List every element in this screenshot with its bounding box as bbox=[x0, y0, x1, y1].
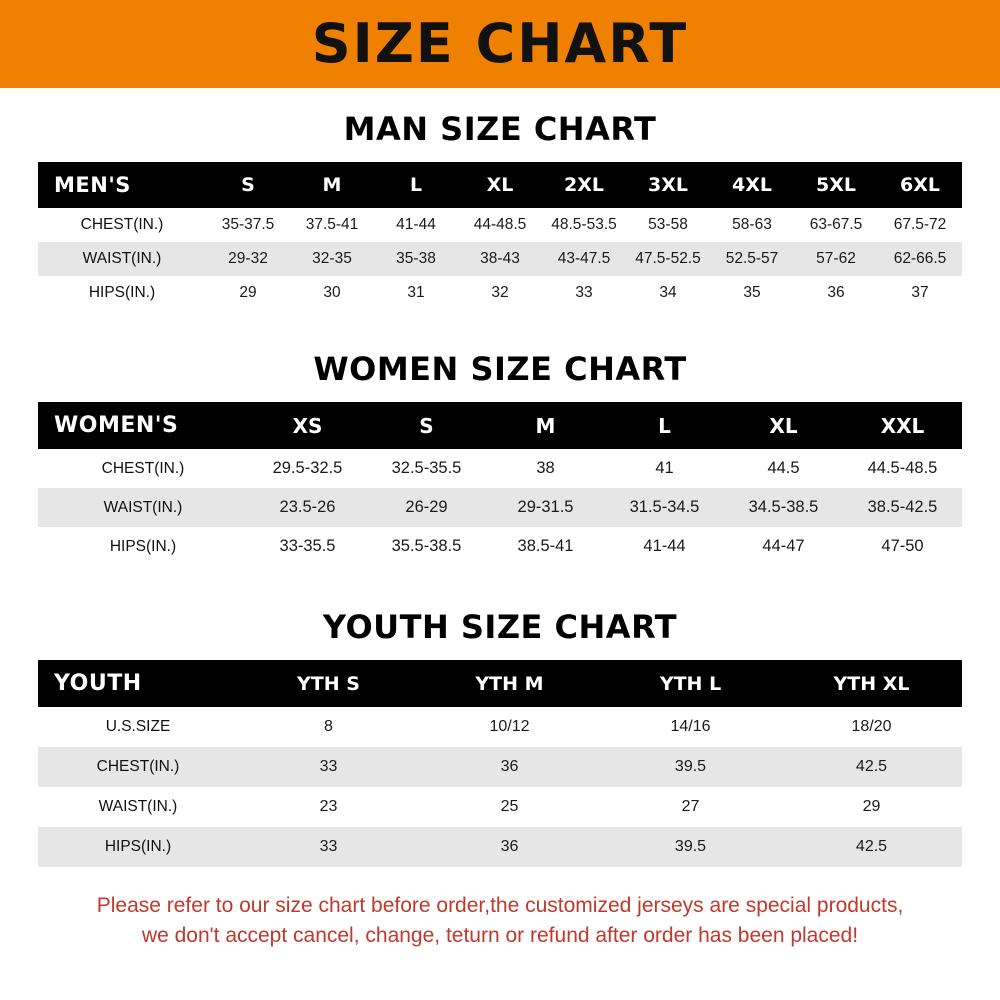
table-header-row bbox=[38, 402, 962, 449]
table-cell: 62-66.5 bbox=[878, 242, 962, 276]
table-header-size: L bbox=[658, 413, 671, 438]
table-row bbox=[38, 787, 962, 827]
table-header-size: XL bbox=[486, 174, 514, 196]
table-cell: 37.5-41 bbox=[290, 208, 374, 242]
table-header-row bbox=[38, 162, 962, 208]
table-cell: 29 bbox=[206, 276, 290, 310]
table-header-label: YOUTH bbox=[54, 671, 142, 696]
women-section-title: WOMEN SIZE CHART bbox=[313, 350, 687, 388]
table-cell: 36 bbox=[419, 747, 600, 787]
table-cell: 30 bbox=[290, 276, 374, 310]
table-cell: 42.5 bbox=[781, 827, 962, 867]
table-cell: 33 bbox=[238, 747, 419, 787]
table-cell: 38.5-41 bbox=[486, 527, 605, 566]
man-size-table bbox=[38, 162, 962, 310]
table-row bbox=[38, 449, 962, 488]
table-header-row bbox=[38, 660, 962, 707]
man-table-body bbox=[38, 162, 962, 310]
table-cell: 29-31.5 bbox=[486, 488, 605, 527]
table-cell: 8 bbox=[238, 707, 419, 747]
table-cell: 14/16 bbox=[600, 707, 781, 747]
table-cell: 47-50 bbox=[843, 527, 962, 566]
table-header-label: MEN'S bbox=[54, 173, 131, 197]
table-row bbox=[38, 527, 962, 566]
table-cell: 10/12 bbox=[419, 707, 600, 747]
table-header-size: XXL bbox=[880, 413, 925, 438]
table-cell: 29-32 bbox=[206, 242, 290, 276]
table-cell: 44-47 bbox=[724, 527, 843, 566]
youth-table-wrap bbox=[38, 660, 962, 867]
table-row-label: CHEST(IN.) bbox=[38, 208, 206, 242]
table-cell: 32.5-35.5 bbox=[367, 449, 486, 488]
table-cell: 34.5-38.5 bbox=[724, 488, 843, 527]
table-cell: 39.5 bbox=[600, 827, 781, 867]
table-cell: 18/20 bbox=[781, 707, 962, 747]
table-cell: 58-63 bbox=[710, 208, 794, 242]
page-title: SIZE CHART bbox=[311, 12, 689, 75]
table-row-label: CHEST(IN.) bbox=[38, 449, 248, 488]
table-cell: 38-43 bbox=[458, 242, 542, 276]
table-header-size: 2XL bbox=[564, 174, 604, 196]
table-header-size: M bbox=[535, 413, 556, 438]
table-cell: 31.5-34.5 bbox=[605, 488, 724, 527]
youth-size-table bbox=[38, 660, 962, 867]
table-cell: 33 bbox=[238, 827, 419, 867]
table-cell: 36 bbox=[794, 276, 878, 310]
table-cell: 35-37.5 bbox=[206, 208, 290, 242]
table-cell: 36 bbox=[419, 827, 600, 867]
footer-note bbox=[26, 891, 974, 952]
table-cell: 47.5-52.5 bbox=[626, 242, 710, 276]
table-row-label: U.S.SIZE bbox=[38, 707, 238, 747]
table-row-label: WAIST(IN.) bbox=[38, 787, 238, 827]
table-cell: 37 bbox=[878, 276, 962, 310]
table-header-size: XS bbox=[292, 413, 323, 438]
table-cell: 35.5-38.5 bbox=[367, 527, 486, 566]
table-cell: 53-58 bbox=[626, 208, 710, 242]
table-cell: 57-62 bbox=[794, 242, 878, 276]
table-cell: 33-35.5 bbox=[248, 527, 367, 566]
table-cell: 29.5-32.5 bbox=[248, 449, 367, 488]
women-size-table bbox=[38, 402, 962, 566]
footer-note-line-2: we don't accept cancel, change, teturn or refund after order has been placed! bbox=[141, 924, 859, 948]
women-table-wrap bbox=[38, 402, 962, 566]
man-table-wrap bbox=[38, 162, 962, 310]
header-banner bbox=[0, 0, 1000, 88]
table-cell: 26-29 bbox=[367, 488, 486, 527]
table-cell: 48.5-53.5 bbox=[542, 208, 626, 242]
table-row-label: WAIST(IN.) bbox=[38, 242, 206, 276]
table-cell: 35-38 bbox=[374, 242, 458, 276]
table-row-label: HIPS(IN.) bbox=[38, 527, 248, 566]
table-cell: 41-44 bbox=[374, 208, 458, 242]
table-row bbox=[38, 242, 962, 276]
table-row bbox=[38, 208, 962, 242]
table-cell: 43-47.5 bbox=[542, 242, 626, 276]
table-cell: 67.5-72 bbox=[878, 208, 962, 242]
table-cell: 44.5-48.5 bbox=[843, 449, 962, 488]
table-header-size: L bbox=[409, 174, 423, 196]
table-cell: 38 bbox=[486, 449, 605, 488]
table-cell: 63-67.5 bbox=[794, 208, 878, 242]
table-header-size: YTH XL bbox=[833, 672, 910, 695]
table-header-size: 3XL bbox=[648, 174, 688, 196]
table-cell: 23 bbox=[238, 787, 419, 827]
table-header-size: YTH M bbox=[475, 672, 544, 695]
table-header-size: M bbox=[322, 174, 342, 196]
youth-table-body bbox=[38, 660, 962, 867]
table-cell: 41-44 bbox=[605, 527, 724, 566]
table-cell: 33 bbox=[542, 276, 626, 310]
table-cell: 31 bbox=[374, 276, 458, 310]
table-cell: 44-48.5 bbox=[458, 208, 542, 242]
table-cell: 38.5-42.5 bbox=[843, 488, 962, 527]
table-row bbox=[38, 707, 962, 747]
footer-note-line-1: Please refer to our size chart before order,the customized jerseys are special products, bbox=[96, 894, 904, 917]
table-cell: 52.5-57 bbox=[710, 242, 794, 276]
table-cell: 23.5-26 bbox=[248, 488, 367, 527]
table-row-label: CHEST(IN.) bbox=[38, 747, 238, 787]
table-header-size: 5XL bbox=[816, 174, 856, 196]
table-header-size: XL bbox=[769, 413, 798, 438]
table-cell: 44.5 bbox=[724, 449, 843, 488]
table-header-size: 6XL bbox=[900, 174, 940, 196]
man-section-title: MAN SIZE CHART bbox=[343, 110, 657, 148]
table-cell: 32 bbox=[458, 276, 542, 310]
table-cell: 35 bbox=[710, 276, 794, 310]
table-cell: 27 bbox=[600, 787, 781, 827]
table-row-label: WAIST(IN.) bbox=[38, 488, 248, 527]
table-row bbox=[38, 827, 962, 867]
youth-section-title: YOUTH SIZE CHART bbox=[322, 608, 678, 646]
table-header-size: YTH L bbox=[659, 672, 722, 695]
table-row-label: HIPS(IN.) bbox=[38, 276, 206, 310]
table-row bbox=[38, 747, 962, 787]
table-row-label: HIPS(IN.) bbox=[38, 827, 238, 867]
table-header-size: S bbox=[241, 174, 255, 196]
table-cell: 25 bbox=[419, 787, 600, 827]
table-cell: 41 bbox=[605, 449, 724, 488]
table-row bbox=[38, 488, 962, 527]
table-cell: 34 bbox=[626, 276, 710, 310]
table-row bbox=[38, 276, 962, 310]
women-table-body bbox=[38, 402, 962, 566]
table-cell: 39.5 bbox=[600, 747, 781, 787]
table-cell: 32-35 bbox=[290, 242, 374, 276]
table-cell: 29 bbox=[781, 787, 962, 827]
table-header-label: WOMEN'S bbox=[54, 413, 179, 438]
table-header-size: S bbox=[419, 413, 434, 438]
table-header-size: 4XL bbox=[732, 174, 772, 196]
table-cell: 42.5 bbox=[781, 747, 962, 787]
table-header-size: YTH S bbox=[297, 672, 360, 695]
